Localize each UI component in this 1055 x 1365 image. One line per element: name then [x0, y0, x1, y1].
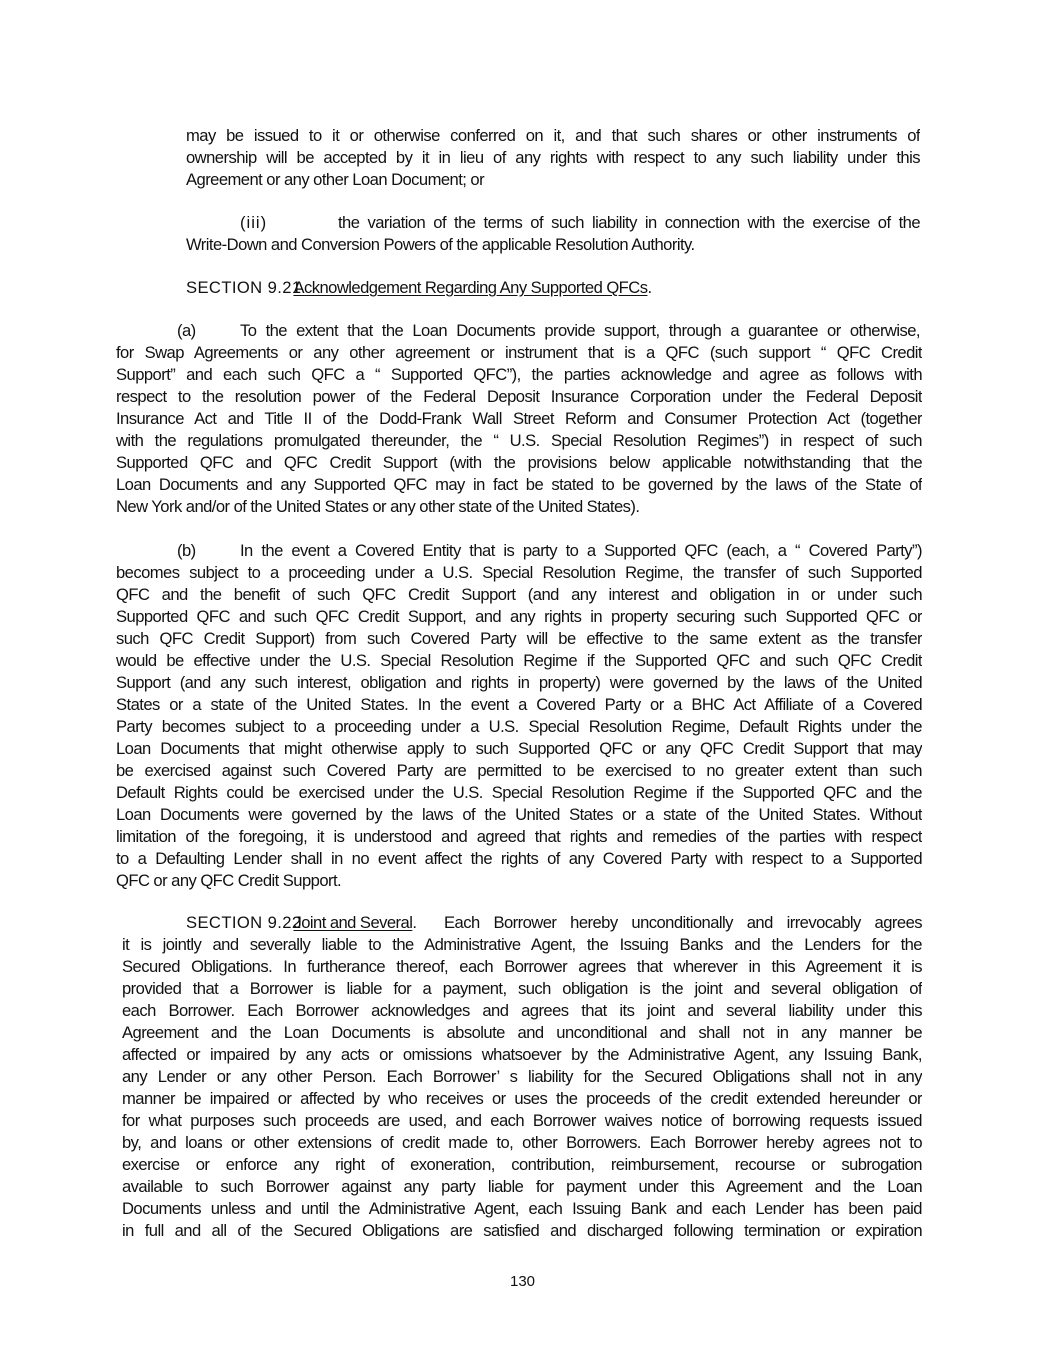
text-line: Write-Down and Conversion Powers of the applicable Resolution Authority. [186, 235, 695, 254]
text-line: becomes subject to a proceeding under a U.S. Special Resolution Regime, the transfer of such Supported [116, 563, 922, 582]
text-line: States or a state of the United States. In the event a Covered Party or a BHC Act Affiliate of a Covered [116, 695, 922, 714]
text-line: Support” and each such QFC a “ Supported QFC”), the parties acknowledge and agree as follows with [116, 365, 922, 384]
text-line: by, and loans or other extensions of credit made to, other Borrowers. Each Borrower hereby agrees not to [122, 1133, 922, 1152]
text-line: may be issued to it or otherwise conferred on it, and that such shares or other instruments of [186, 126, 920, 145]
paragraph-marker: (b) [177, 541, 196, 560]
text-line: the variation of the terms of such liability in connection with the exercise of the [338, 213, 920, 232]
text-line: it is jointly and severally liable to the Administrative Agent, the Issuing Banks and the Lenders for the [122, 935, 922, 954]
text-line: Party becomes subject to a proceeding under a U.S. Special Resolution Regime, Default Rights under the [116, 717, 922, 736]
paragraph-marker: (a) [177, 321, 196, 340]
text-line: In the event a Covered Entity that is party to a Supported QFC (each, a “ Covered Party”) [240, 541, 922, 560]
text-line: Support (and any such interest, obligation and rights in property) were governed by the laws of the United [116, 673, 922, 692]
section-number: SECTION 9.21 [186, 278, 302, 297]
text-line: Supported QFC and such QFC Credit Support, and any rights in property securing such Supported QFC or [116, 607, 922, 626]
text-line: to a Defaulting Lender shall in no event affect the rights of any Covered Party with respect to a Supported [116, 849, 922, 868]
text-line: To the extent that the Loan Documents provide support, through a guarantee or otherwise, [240, 321, 920, 340]
text-line: for Swap Agreements or any other agreement or instrument that is a QFC (such support “ QFC Credit [116, 343, 922, 362]
text-line: exercise or enforce any right of exoneration, contribution, reimbursement, recourse or subrogation [122, 1155, 922, 1174]
text-line: Secured Obligations. In furtherance thereof, each Borrower agrees that wherever in this Agreement it is [122, 957, 922, 976]
text-line: Agreement and the Loan Documents is absolute and unconditional and shall not in any manner be [122, 1023, 922, 1042]
text-line: Loan Documents that might otherwise apply to such Supported QFC or any QFC Credit Support that may [116, 739, 922, 758]
section-title-period: . [647, 278, 652, 297]
text-line: New York and/or of the United States or any other state of the United States). [116, 497, 640, 516]
section-title: Acknowledgement Regarding Any Supported QFCs [293, 278, 648, 297]
text-line: provided that a Borrower is liable for a payment, such obligation is the joint and several obligation of [122, 979, 922, 998]
text-line: in full and all of the Secured Obligations are satisfied and discharged following termination or expiration [122, 1221, 922, 1240]
text-line: such QFC Credit Support) from such Covered Party will be effective to the same extent as the transfer [116, 629, 922, 648]
text-line: Loan Documents and any Supported QFC may in fact be stated to be governed by the laws of the State of [116, 475, 922, 494]
clause-marker: (iii) [240, 213, 268, 232]
section-heading-9-21 [186, 277, 652, 299]
page-number: 130 [510, 1273, 536, 1290]
text-line: affected or impaired by any acts or omissions whatsoever by the Administrative Agent, any Issuing Bank, [122, 1045, 922, 1064]
text-line: ownership will be accepted by it in lieu of any rights with respect to any such liability under this [186, 148, 920, 167]
text-line: manner be impaired or affected by who receives or uses the proceeds of the credit extended hereunder or [122, 1089, 922, 1108]
text-line: . Each Borrower hereby unconditionally and irrevocably agrees [412, 913, 922, 932]
section-title: Joint and Several [293, 913, 413, 932]
text-line: Agreement or any other Loan Document; or [186, 170, 485, 189]
text-line: each Borrower. Each Borrower acknowledges and agrees that its joint and several liability under this [122, 1001, 922, 1020]
text-line: Insurance Act and Title II of the Dodd-Frank Wall Street Reform and Consumer Protection Act (together [116, 409, 922, 428]
text-line: QFC and the benefit of such QFC Credit Support (and any interest and obligation in or under such [116, 585, 922, 604]
text-line: Documents unless and until the Administrative Agent, each Issuing Bank and each Lender has been paid [122, 1199, 922, 1218]
text-line: Supported QFC and QFC Credit Support (with the provisions below applicable notwithstanding that the [116, 453, 922, 472]
text-line: any Lender or any other Person. Each Borrower’ s liability for the Secured Obligations shall not in any [122, 1067, 922, 1086]
text-line: with the regulations promulgated thereunder, the “ U.S. Special Resolution Regimes”) in respect of such [116, 431, 922, 450]
text-line: respect to the resolution power of the Federal Deposit Insurance Corporation under the Federal Deposit [116, 387, 922, 406]
text-line: would be effective under the U.S. Special Resolution Regime if the Supported QFC and such QFC Credit [116, 651, 922, 670]
text-line: available to such Borrower against any party liable for payment under this Agreement and the Loan [122, 1177, 922, 1196]
text-line: QFC or any QFC Credit Support. [116, 871, 342, 890]
text-line: limitation of the foregoing, it is understood and agreed that rights and remedies of the parties with respect [116, 827, 922, 846]
section-number: SECTION 9.22 [186, 913, 302, 932]
text-line: Loan Documents were governed by the laws of the United States or a state of the United States. Without [116, 805, 922, 824]
text-line: Default Rights could be exercised under the U.S. Special Resolution Regime if the Supported QFC and the [116, 783, 922, 802]
text-line: for what purposes such proceeds are used, and each Borrower waives notice of borrowing requests issued [122, 1111, 922, 1130]
text-line: be exercised against such Covered Party are permitted to be exercised to no greater extent than such [116, 761, 922, 780]
section-heading-9-22 [186, 912, 922, 934]
